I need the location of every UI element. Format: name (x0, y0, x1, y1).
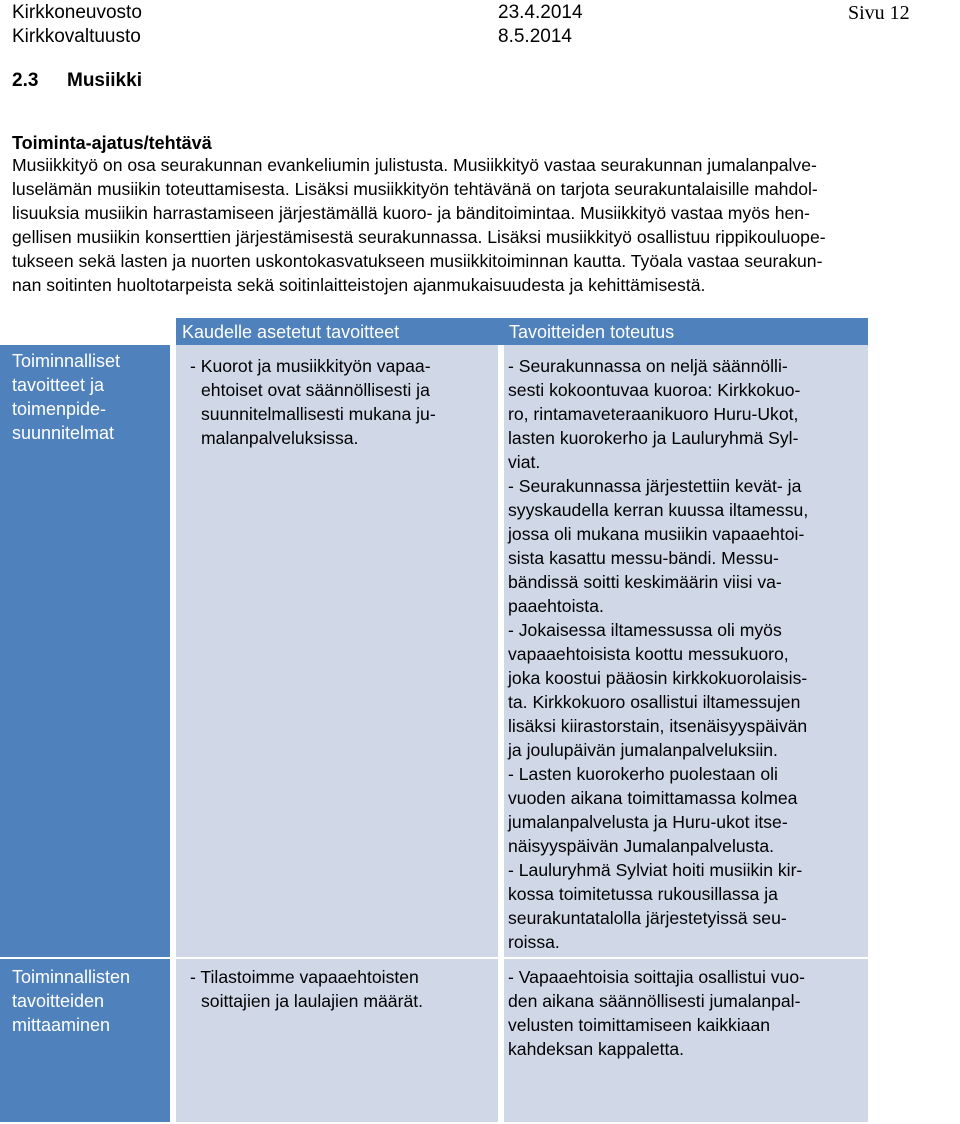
row-label-line: tavoitteet ja (12, 375, 105, 395)
row-label-1 (12, 349, 120, 445)
header-date-2: 8.5.2014 (498, 26, 572, 47)
header-org-valtuusto: Kirkkovaltuusto (12, 26, 141, 47)
results-line: viat. (508, 452, 541, 472)
row-label-cell-2 (0, 959, 170, 1122)
row-label-line: suunnitelmat (12, 423, 115, 443)
goals-cell-2 (176, 959, 498, 1122)
goals-text-2 (190, 965, 423, 1013)
results-line: syyskaudella kerran kuussa iltamessu, (508, 500, 809, 520)
section-heading (12, 70, 142, 92)
column-header-goals: Kaudelle asetetut tavoitteet (182, 322, 400, 342)
intro-paragraph (12, 153, 958, 297)
results-line: vapaaehtoisista koottu messukuoro, (508, 644, 789, 664)
results-line: jumalanpalvelusta ja Huru-ukot itse- (508, 812, 788, 832)
results-line: den aikana säännöllisesti jumalanpal- (508, 991, 801, 1011)
results-line: lasten kuorokerho ja Lauluryhmä Syl- (508, 428, 799, 448)
header-cell-results (504, 318, 868, 345)
intro-line: lisuuksia musiikin harrastamiseen järjestämällä kuoro- ja bänditoimintaa. Musiikkityö vastaa myös hen- (12, 203, 810, 223)
results-cell-2 (504, 959, 868, 1122)
goals-cell-1 (176, 345, 498, 957)
results-line: sista kasattu messu-bändi. Messu- (508, 548, 779, 568)
subsection-title: Toiminta-ajatus/tehtävä (12, 133, 212, 153)
results-line: - Seurakunnassa on neljä säännölli- (508, 356, 788, 376)
goals-line: ehtoiset ovat säännöllisesti ja (201, 380, 430, 400)
goals-line: suunnitelmallisesti mukana ju- (201, 404, 436, 424)
results-line: - Jokaisessa iltamessussa oli myös (508, 620, 782, 640)
row-label-cell-1 (0, 345, 170, 957)
page-number: Sivu 12 (848, 2, 910, 24)
results-line: roissa. (508, 932, 560, 952)
row-label-2 (12, 965, 130, 1037)
goals-text-1 (190, 354, 436, 450)
results-line: vuoden aikana toimittamassa kolmea (508, 788, 798, 808)
results-line: velusten toimittamiseen kaikkiaan (508, 1015, 771, 1035)
results-cell-1 (504, 345, 868, 957)
results-line: sesti kokoontuvaa kuoroa: Kirkkokuo- (508, 380, 801, 400)
header-cell-goals (176, 318, 504, 345)
row-label-line: mittaaminen (12, 1015, 111, 1035)
results-line: joka koostui pääosin kirkkokuorolaisis- (508, 668, 808, 688)
results-line: ja joulupäivän jumalanpalveluksiin. (508, 740, 778, 760)
results-line: paaehtoista. (508, 596, 604, 616)
column-header-results: Tavoitteiden toteutus (509, 322, 675, 342)
results-line: kahdeksan kappaletta. (508, 1039, 685, 1059)
results-line: ta. Kirkkokuoro osallistui iltamessujen (508, 692, 801, 712)
intro-line: tukseen sekä lasten ja nuorten uskontokasvatukseen musiikkitoiminnan kautta. Työala vastaa seurakun- (12, 251, 823, 271)
goals-line: - Tilastoimme vapaaehtoisten (190, 967, 419, 987)
section-title: Musiikki (67, 70, 142, 91)
goals-line: - Kuorot ja musiikkityön vapaa- (190, 356, 431, 376)
results-line: näisyyspäivän Jumalanpalvelusta. (508, 836, 775, 856)
results-line: - Lasten kuorokerho puolestaan oli (508, 764, 778, 784)
intro-line: luselämän musiikin toteuttamisesta. Lisäksi musiikkityön tehtävänä on tarjota seurakuntalaisille mahdol- (12, 179, 818, 199)
results-line: - Vapaaehtoisia soittajia osallistui vuo- (508, 967, 805, 987)
results-text-1 (508, 354, 808, 954)
results-line: - Seurakunnassa järjestettiin kevät- ja (508, 476, 802, 496)
goals-line: soittajien ja laulajien määrät. (201, 991, 424, 1011)
results-line: seurakuntatalolla järjestetyissä seu- (508, 908, 787, 928)
intro-line: Musiikkityö on osa seurakunnan evankeliumin julistusta. Musiikkityö vastaa seurakunnan jumalanpalve- (12, 155, 817, 175)
goals-line: malanpalveluksissa. (201, 428, 359, 448)
header-date-1: 23.4.2014 (498, 2, 583, 23)
results-line: bändissä soitti keskimäärin viisi va- (508, 572, 782, 592)
section-number: 2.3 (12, 70, 39, 91)
row-label-line: Toiminnalliset (12, 351, 121, 371)
results-line: lisäksi kiirastorstain, itsenäisyyspäivän (508, 716, 808, 736)
header-org-neuvosto: Kirkkoneuvosto (12, 2, 142, 23)
intro-line: gellisen musiikin konserttien järjestämisestä seurakunnassa. Lisäksi musiikkityö osallistuu rippikouluope- (12, 227, 826, 247)
results-text-2 (508, 965, 805, 1061)
results-line: - Lauluryhmä Sylviat hoiti musiikin kir- (508, 860, 803, 880)
row-label-line: tavoitteiden (12, 991, 105, 1011)
results-line: ro, rintamaveteraanikuoro Huru-Ukot, (508, 404, 799, 424)
intro-line: nan soitinten huoltotarpeista sekä soitinlaitteistojen ajanmukaisuudesta ja kehittämisestä. (12, 275, 706, 295)
row-label-line: toimenpide- (12, 399, 107, 419)
results-line: jossa oli mukana musiikin vapaaehtoi- (508, 524, 805, 544)
results-line: kossa toimitetussa rukousillassa ja (508, 884, 778, 904)
row-label-line: Toiminnallisten (12, 967, 131, 987)
